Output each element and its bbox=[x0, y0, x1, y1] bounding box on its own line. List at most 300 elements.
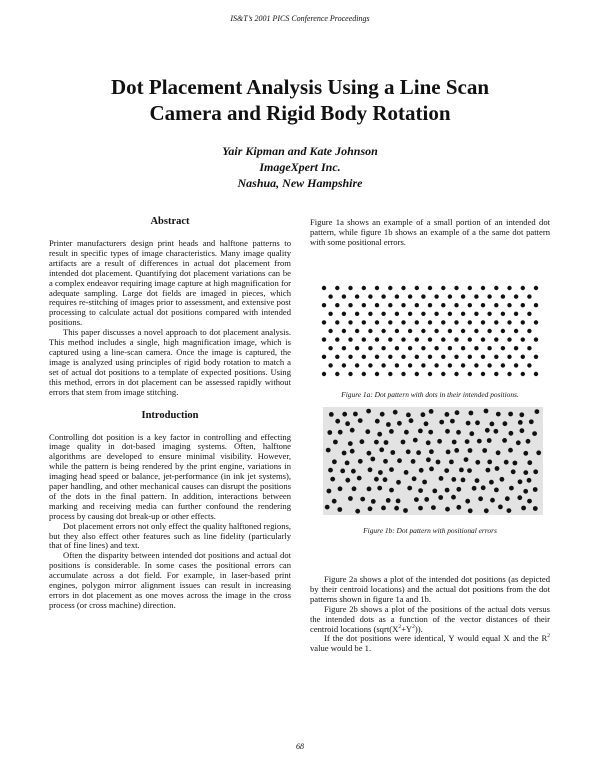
dot bbox=[360, 497, 365, 502]
dot bbox=[507, 337, 511, 341]
dot bbox=[329, 412, 334, 417]
dot bbox=[514, 312, 518, 316]
dot bbox=[358, 459, 363, 464]
dot bbox=[478, 496, 483, 501]
dot bbox=[490, 498, 495, 503]
dot bbox=[374, 477, 379, 482]
dot bbox=[403, 508, 408, 513]
dot bbox=[355, 346, 359, 350]
page-number: 68 bbox=[296, 742, 304, 751]
dot bbox=[507, 372, 511, 376]
dot bbox=[333, 440, 338, 445]
dot bbox=[508, 448, 513, 453]
dot bbox=[415, 337, 419, 341]
dot bbox=[428, 430, 433, 435]
dot bbox=[533, 506, 538, 511]
dot bbox=[451, 495, 456, 500]
dot bbox=[487, 438, 492, 443]
dot bbox=[468, 448, 473, 453]
dot bbox=[383, 477, 388, 482]
dot bbox=[366, 409, 371, 414]
dot bbox=[328, 329, 332, 333]
dot bbox=[418, 488, 423, 493]
dot bbox=[322, 355, 326, 359]
dot bbox=[424, 497, 429, 502]
dot bbox=[477, 439, 482, 444]
dot bbox=[444, 468, 449, 473]
dot bbox=[342, 312, 346, 316]
dot bbox=[434, 329, 438, 333]
dot bbox=[355, 509, 360, 514]
dot bbox=[454, 448, 459, 453]
dot bbox=[358, 418, 363, 423]
dot bbox=[388, 372, 392, 376]
dot bbox=[441, 337, 445, 341]
dot bbox=[484, 409, 489, 414]
dot bbox=[348, 337, 352, 341]
dot bbox=[489, 480, 494, 485]
dot bbox=[481, 337, 485, 341]
dot bbox=[472, 486, 477, 491]
dot bbox=[355, 312, 359, 316]
dot bbox=[439, 420, 444, 425]
dot bbox=[494, 355, 498, 359]
dot bbox=[355, 329, 359, 333]
dot bbox=[415, 320, 419, 324]
dot bbox=[345, 478, 350, 483]
dot bbox=[388, 337, 392, 341]
dot bbox=[401, 440, 406, 445]
dot bbox=[426, 440, 431, 445]
intro-paragraph-2: Dot placement errors not only effect the quality halftoned regions, but they also effect other features such as line fidelity (particularly that of fine lines) and text. bbox=[49, 520, 291, 551]
dot bbox=[389, 488, 394, 493]
dot bbox=[521, 320, 525, 324]
dot bbox=[439, 476, 444, 481]
figure-1b-caption: Figure 1b: Dot pattern with positional errors bbox=[363, 526, 497, 535]
dot bbox=[481, 355, 485, 359]
dot bbox=[396, 499, 401, 504]
dot bbox=[521, 506, 526, 511]
dot bbox=[481, 372, 485, 376]
dot bbox=[445, 412, 450, 417]
dot bbox=[494, 320, 498, 324]
dot bbox=[487, 329, 491, 333]
dot bbox=[461, 329, 465, 333]
dot bbox=[368, 312, 372, 316]
right-paragraph-1: Figure 2a shows a plot of the intended dot positions (as depicted by their centroid locations) and the actual dot positions from the dot patterns shown in figure 1a and 1b. bbox=[310, 574, 550, 604]
dot bbox=[533, 487, 538, 492]
dot bbox=[445, 507, 450, 512]
dot bbox=[421, 312, 425, 316]
dot bbox=[507, 320, 511, 324]
dot bbox=[424, 421, 429, 426]
dot bbox=[428, 355, 432, 359]
dot bbox=[507, 286, 511, 290]
dot bbox=[445, 429, 450, 434]
dot bbox=[466, 421, 471, 426]
introduction-heading: Introduction bbox=[141, 409, 199, 421]
dot bbox=[521, 355, 525, 359]
dot bbox=[374, 440, 379, 445]
dot bbox=[434, 312, 438, 316]
dot bbox=[481, 303, 485, 307]
dot bbox=[454, 286, 458, 290]
dot bbox=[322, 372, 326, 376]
dot bbox=[455, 410, 460, 415]
dot bbox=[507, 355, 511, 359]
dot bbox=[527, 346, 531, 350]
dot bbox=[496, 450, 501, 455]
dot bbox=[332, 459, 337, 464]
dot bbox=[527, 460, 532, 465]
dot bbox=[487, 363, 491, 367]
dot bbox=[534, 303, 538, 307]
dot bbox=[389, 429, 394, 434]
dot bbox=[496, 412, 501, 417]
dot bbox=[438, 495, 443, 500]
dot bbox=[419, 468, 424, 473]
dot bbox=[322, 303, 326, 307]
dot bbox=[527, 329, 531, 333]
dot bbox=[508, 412, 513, 417]
dot bbox=[362, 372, 366, 376]
dot bbox=[432, 489, 437, 494]
dot bbox=[365, 429, 370, 434]
dot bbox=[375, 337, 379, 341]
dot bbox=[350, 428, 355, 433]
right-intro-paragraph: Figure 1a shows an example of a small portion of an intended dot pattern, while figure 1b shows an example of a the same dot pattern with some positional errors. bbox=[310, 217, 550, 247]
dot bbox=[474, 346, 478, 350]
dot bbox=[441, 320, 445, 324]
dot bbox=[428, 337, 432, 341]
figure-1a bbox=[318, 282, 542, 380]
dot bbox=[404, 430, 409, 435]
dot bbox=[487, 312, 491, 316]
dot bbox=[534, 372, 538, 376]
dot bbox=[418, 429, 423, 434]
dot bbox=[340, 469, 345, 474]
right-paragraph-3: If the dot positions were identical, Y would equal X and the $R^2$ value would be 1. bbox=[310, 633, 550, 654]
dot bbox=[327, 430, 332, 435]
dot bbox=[481, 485, 486, 490]
dot bbox=[367, 487, 372, 492]
dot bbox=[468, 303, 472, 307]
dot bbox=[348, 303, 352, 307]
dot bbox=[468, 508, 473, 513]
dot bbox=[322, 320, 326, 324]
dot bbox=[456, 430, 461, 435]
dot bbox=[501, 329, 505, 333]
dot bbox=[534, 355, 538, 359]
dot bbox=[395, 294, 399, 298]
abstract-heading: Abstract bbox=[150, 216, 190, 227]
dot bbox=[381, 346, 385, 350]
dot bbox=[517, 495, 522, 500]
dot bbox=[401, 320, 405, 324]
dot bbox=[368, 467, 373, 472]
dot bbox=[475, 478, 480, 483]
dot bbox=[521, 286, 525, 290]
dot bbox=[330, 477, 335, 482]
dot bbox=[454, 372, 458, 376]
dot bbox=[335, 355, 339, 359]
dot bbox=[428, 303, 432, 307]
dot bbox=[514, 294, 518, 298]
dot bbox=[436, 460, 441, 465]
dot bbox=[348, 372, 352, 376]
dot bbox=[375, 355, 379, 359]
dot bbox=[332, 499, 337, 504]
intro-paragraph-1: Controlling dot position is a key factor in controlling and effecting image quality in dot-based imaging systems. Often, halftone algorithms are developed to ensure minimal visibility. However, while the pattern is being rendered by the print engine, variations in imaging head speed or balance, jet-performance (in ink jet systems), paper handling, and other mechanical causes can disrupt the positions of the dots in the final pattern. In addition, interactions between marking and receiving media can further confound the rendering process by causing dot break-up or other effects. bbox=[49, 431, 291, 521]
dot bbox=[388, 320, 392, 324]
dot bbox=[322, 337, 326, 341]
dot bbox=[456, 487, 461, 492]
dot bbox=[422, 480, 427, 485]
dot bbox=[481, 320, 485, 324]
dot bbox=[468, 337, 472, 341]
dot bbox=[413, 438, 418, 443]
dot bbox=[485, 428, 490, 433]
dot bbox=[469, 411, 474, 416]
dot bbox=[337, 507, 342, 512]
dot bbox=[529, 419, 534, 424]
dot bbox=[507, 508, 512, 513]
dot bbox=[459, 468, 464, 473]
dot bbox=[429, 467, 434, 472]
dot bbox=[401, 372, 405, 376]
dot bbox=[533, 469, 538, 474]
dot bbox=[468, 355, 472, 359]
dot bbox=[397, 421, 402, 426]
dot bbox=[381, 506, 386, 511]
dot bbox=[494, 429, 499, 434]
dot bbox=[534, 337, 538, 341]
dot bbox=[454, 320, 458, 324]
dot bbox=[353, 412, 358, 417]
dot bbox=[351, 469, 356, 474]
dot bbox=[526, 439, 531, 444]
dot bbox=[362, 286, 366, 290]
dot bbox=[511, 469, 516, 474]
dot bbox=[448, 363, 452, 367]
dot bbox=[397, 458, 402, 463]
dot bbox=[428, 372, 432, 376]
dot bbox=[448, 294, 452, 298]
dot bbox=[355, 363, 359, 367]
dot bbox=[507, 303, 511, 307]
dot bbox=[454, 355, 458, 359]
dot bbox=[421, 363, 425, 367]
dot bbox=[468, 372, 472, 376]
dot bbox=[384, 440, 389, 445]
dot bbox=[388, 286, 392, 290]
dot bbox=[461, 294, 465, 298]
dot bbox=[377, 486, 382, 491]
dot bbox=[328, 363, 332, 367]
dot bbox=[468, 286, 472, 290]
dot bbox=[498, 505, 503, 510]
dot bbox=[428, 320, 432, 324]
dot bbox=[375, 419, 380, 424]
dot bbox=[416, 450, 421, 455]
dot bbox=[342, 329, 346, 333]
dot bbox=[518, 420, 523, 425]
dot bbox=[415, 355, 419, 359]
dot bbox=[355, 294, 359, 298]
dot bbox=[370, 457, 375, 462]
dot bbox=[381, 363, 385, 367]
dot bbox=[381, 312, 385, 316]
dot bbox=[408, 294, 412, 298]
dot bbox=[368, 329, 372, 333]
dot bbox=[415, 303, 419, 307]
dot bbox=[335, 372, 339, 376]
dot bbox=[375, 286, 379, 290]
dot bbox=[487, 460, 492, 465]
dot bbox=[389, 467, 394, 472]
dot bbox=[532, 431, 537, 436]
dot bbox=[325, 505, 330, 510]
left-column bbox=[49, 216, 291, 611]
right-paragraph-2: Figure 2b shows a plot of the positions of the actual dots versus the intended dots as a function of the vector distances of their centroid locations $(sqrt(X^2+Y^2))$. bbox=[310, 603, 550, 634]
dot bbox=[368, 294, 372, 298]
dot bbox=[431, 505, 436, 510]
dot bbox=[494, 488, 499, 493]
dot bbox=[527, 363, 531, 367]
intro-paragraph-3: Often the disparity between intended dot positions and actual dot positions is considerable. In some cases the positional errors can accumulate across a dot field. For example, in laser-based print engines, polygon mirror alignment issues can result in increasing errors in dot placement as one moves across the image in the cross process (or cross machine) direction. bbox=[49, 550, 291, 610]
dot bbox=[456, 505, 461, 510]
dot bbox=[486, 468, 491, 473]
dot bbox=[388, 355, 392, 359]
dot bbox=[411, 459, 416, 464]
location: Nashua, New Hampshire bbox=[237, 176, 363, 190]
dot bbox=[445, 488, 450, 493]
dot bbox=[362, 320, 366, 324]
dot bbox=[464, 457, 469, 462]
dot bbox=[412, 476, 417, 481]
dot bbox=[393, 410, 398, 415]
dot bbox=[490, 422, 495, 427]
dot bbox=[401, 337, 405, 341]
dot bbox=[421, 346, 425, 350]
dot bbox=[328, 346, 332, 350]
dot bbox=[449, 460, 454, 465]
dot bbox=[401, 303, 405, 307]
dot bbox=[342, 346, 346, 350]
right-column-intro bbox=[310, 218, 550, 248]
dot bbox=[448, 346, 452, 350]
dot bbox=[441, 303, 445, 307]
dot bbox=[367, 451, 372, 456]
dot bbox=[465, 439, 470, 444]
dot bbox=[383, 459, 388, 464]
dot bbox=[415, 286, 419, 290]
dot bbox=[527, 312, 531, 316]
dot bbox=[348, 320, 352, 324]
dot bbox=[474, 294, 478, 298]
dot bbox=[362, 337, 366, 341]
dot bbox=[523, 451, 528, 456]
dot bbox=[465, 499, 470, 504]
dot bbox=[381, 329, 385, 333]
abstract-paragraph-2: This paper discusses a novel approach to dot placement analysis. This method includes a single, high magnification image, which is captured using a line-scan camera. Once the image is captured, the image is analyzed using principles of rigid body rotation to match a set of actual dot positions to a template of expected positions. Using this method, errors in dot placement can be assessed rapidly without errors that stem from image stitching. bbox=[49, 327, 291, 397]
dot bbox=[534, 286, 538, 290]
dot bbox=[368, 506, 373, 511]
dot bbox=[484, 508, 489, 513]
dot bbox=[521, 372, 525, 376]
dot bbox=[377, 432, 382, 437]
dot bbox=[348, 286, 352, 290]
dot bbox=[335, 419, 340, 424]
dot bbox=[335, 320, 339, 324]
figure-1a-caption: Figure 1a: Dot pattern with dots in their intended positions. bbox=[341, 390, 519, 399]
dot bbox=[451, 477, 456, 482]
dot bbox=[429, 409, 434, 414]
authors: Yair Kipman and Kate Johnson bbox=[222, 144, 378, 158]
dot bbox=[487, 346, 491, 350]
running-header: IS&T’s 2001 PICS Conference Proceedings bbox=[230, 14, 370, 23]
dot bbox=[352, 486, 357, 491]
dot bbox=[428, 286, 432, 290]
dot bbox=[335, 337, 339, 341]
abstract-paragraph-1: Printer manufacturers design print heads and halftone patterns to result in specific types of image characteristics. Many image quality artifacts are a result of differences in actual dot placement from intended dot placement. Quantifying dot placement variations can be a complex endeavor requiring image capture at high magnification for adequate sampling. Large dot fields are imaged in pieces, which requires re-stitching of images prior to assessment, and extensive post processing to calculate actual dot positions compared with intended positions. bbox=[49, 238, 291, 328]
dot bbox=[502, 438, 507, 443]
dot bbox=[338, 430, 343, 435]
dot bbox=[395, 363, 399, 367]
dot bbox=[328, 468, 333, 473]
dot bbox=[395, 312, 399, 316]
dot bbox=[421, 412, 426, 417]
dot bbox=[501, 346, 505, 350]
dot bbox=[482, 448, 487, 453]
dot bbox=[441, 286, 445, 290]
dot bbox=[338, 486, 343, 491]
dot bbox=[327, 489, 332, 494]
dot bbox=[519, 412, 524, 417]
dot bbox=[481, 286, 485, 290]
dot bbox=[454, 303, 458, 307]
dot bbox=[421, 294, 425, 298]
dot bbox=[407, 486, 412, 491]
dot bbox=[441, 355, 445, 359]
dot bbox=[509, 431, 514, 436]
dot bbox=[446, 450, 451, 455]
dot bbox=[494, 303, 498, 307]
dot bbox=[523, 470, 528, 475]
dot bbox=[520, 428, 525, 433]
dot bbox=[328, 312, 332, 316]
dot bbox=[415, 372, 419, 376]
dot bbox=[494, 337, 498, 341]
dot bbox=[342, 294, 346, 298]
dot bbox=[406, 413, 411, 418]
dot bbox=[474, 329, 478, 333]
dot bbox=[395, 329, 399, 333]
dot bbox=[335, 286, 339, 290]
dot bbox=[395, 346, 399, 350]
dot bbox=[362, 355, 366, 359]
dot bbox=[348, 441, 353, 446]
dot bbox=[467, 468, 472, 473]
dot bbox=[408, 363, 412, 367]
paper-title bbox=[60, 74, 540, 126]
dot bbox=[437, 439, 442, 444]
dot bbox=[454, 337, 458, 341]
dot bbox=[461, 363, 465, 367]
dot bbox=[371, 499, 376, 504]
dot bbox=[513, 461, 518, 466]
dot bbox=[487, 294, 491, 298]
